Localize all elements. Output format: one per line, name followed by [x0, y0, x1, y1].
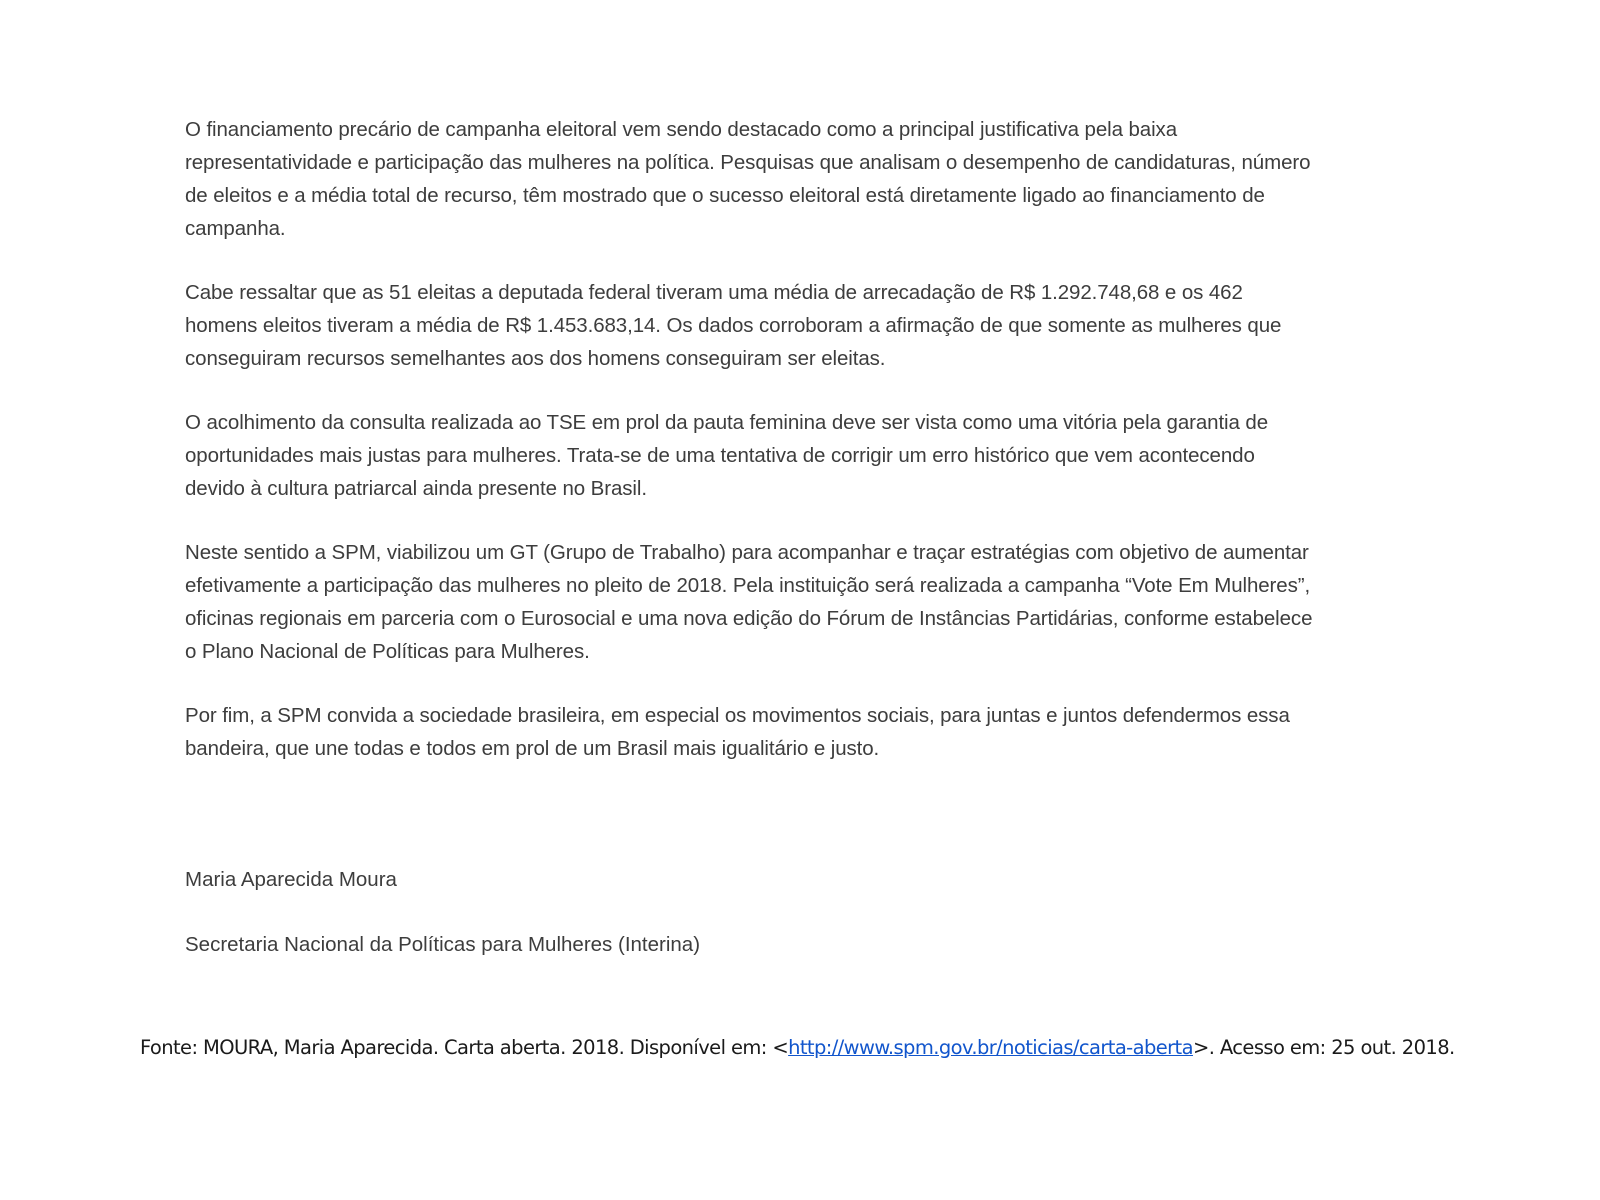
text-line: representatividade e participação das mulheres na política. Pesquisas que analisam o desempenho de candidaturas, número [185, 151, 1311, 174]
text-line: conseguiram recursos semelhantes aos dos homens conseguiram ser eleitas. [185, 347, 886, 370]
paragraph-spm-actions [185, 536, 1485, 668]
text-line: de eleitos e a média total de recurso, têm mostrado que o sucesso eleitoral está diretamente ligado ao financiamento de [185, 184, 1265, 207]
text-line: oficinas regionais em parceria com o Eurosocial e uma nova edição do Fórum de Instâncias Partidárias, conforme estabelece [185, 607, 1313, 630]
text-line: Por fim, a SPM convida a sociedade brasileira, em especial os movimentos sociais, para juntas e juntos defendermos essa [185, 704, 1290, 727]
text-line: O financiamento precário de campanha eleitoral vem sendo destacado como a principal justificativa pela baixa [185, 118, 1177, 141]
source-prefix: Fonte: MOURA, Maria Aparecida. Carta aberta. 2018. Disponível em: < [140, 1036, 789, 1059]
text-line: Cabe ressaltar que as 51 eleitas a deputada federal tiveram uma média de arrecadação de R$ 1.292.748,68 e os 462 [185, 281, 1243, 304]
text-line: bandeira, que une todas e todos em prol de um Brasil mais igualitário e justo. [185, 737, 880, 760]
text-line: devido à cultura patriarcal ainda presente no Brasil. [185, 477, 647, 500]
source-link[interactable]: http://www.spm.gov.br/noticias/carta-aberta [788, 1036, 1193, 1059]
paragraph-statistics [185, 276, 1485, 375]
source-suffix: >. Acesso em: 25 out. 2018. [1192, 1036, 1455, 1059]
source-citation [140, 1028, 1500, 1068]
text-line: campanha. [185, 217, 286, 240]
paragraph-tse [185, 406, 1485, 505]
signature-title: Secretaria Nacional da Políticas para Mulheres (Interina) [185, 933, 701, 956]
paragraph-closing [185, 699, 1485, 765]
text-line: oportunidades mais justas para mulheres. Trata-se de uma tentativa de corrigir um erro histórico que vem acontecendo [185, 444, 1255, 467]
signature-name: Maria Aparecida Moura [185, 868, 397, 891]
text-line: O acolhimento da consulta realizada ao TSE em prol da pauta feminina deve ser vista como uma vitória pela garantia de [185, 411, 1269, 434]
text-line: o Plano Nacional de Políticas para Mulheres. [185, 640, 590, 663]
text-line: efetivamente a participação das mulheres no pleito de 2018. Pela instituição será realizada a campanha “Vote Em Mulheres”, [185, 574, 1311, 597]
letter-body [185, 113, 1485, 796]
text-line: Neste sentido a SPM, viabilizou um GT (Grupo de Trabalho) para acompanhar e traçar estratégias com objetivo de aumentar [185, 541, 1309, 564]
paragraph-financing [185, 113, 1485, 245]
text-line: homens eleitos tiveram a média de R$ 1.453.683,14. Os dados corroboram a afirmação de que somente as mulheres que [185, 314, 1282, 337]
